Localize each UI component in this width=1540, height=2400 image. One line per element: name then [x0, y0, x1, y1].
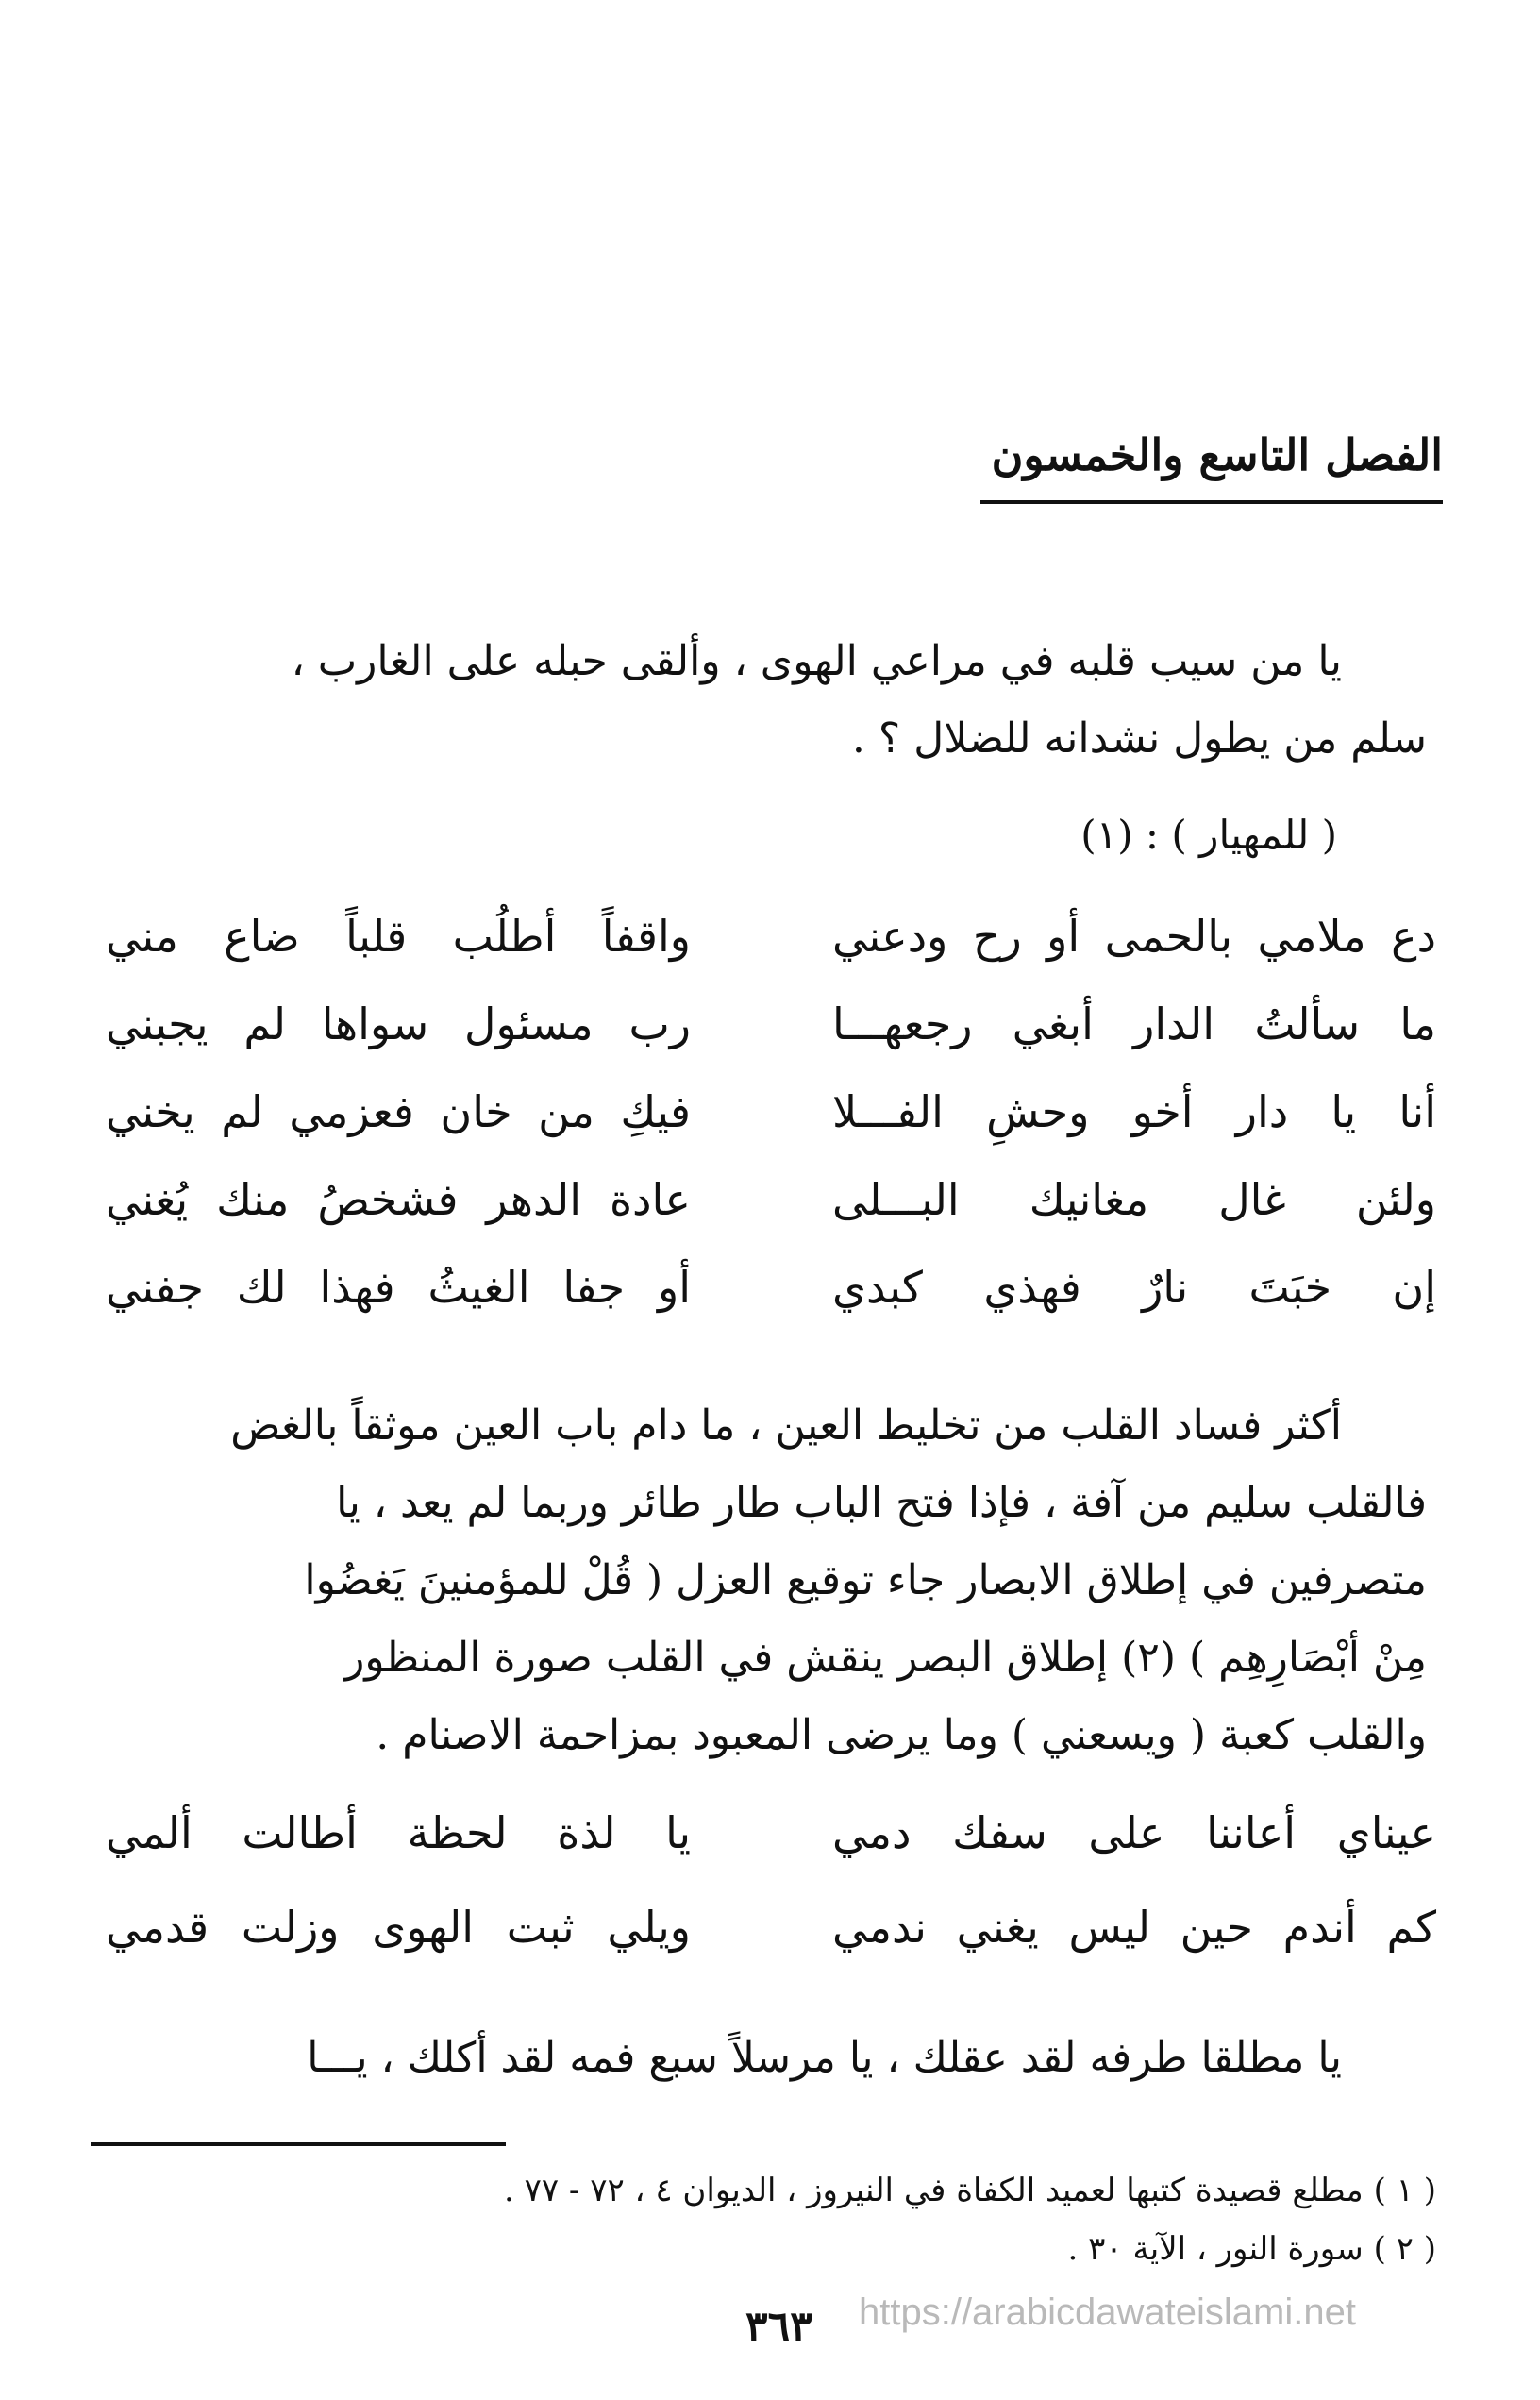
- paragraph-line: يا مطلقا طرفه لقد عقلك ، يا مرسلاً سبع فمه لقد أكلك ، يـــا: [307, 2034, 1342, 2082]
- poet-attribution: ( للمهيار ) : (١): [1080, 812, 1337, 858]
- verse-second-hemistich: ويلي ثبت الهوى وزلت قدمي: [106, 1902, 691, 1953]
- closing-paragraph: [106, 2020, 1427, 2097]
- verse-first-hemistich: دع ملامي بالحمى أو رح ودعني: [832, 911, 1436, 962]
- poem-1: [106, 911, 1436, 1350]
- paragraph-line: والقلب كعبة ( ويسعني ) وما يرضى المعبود بمزاحمة الاصنام .: [376, 1711, 1427, 1759]
- verse: [106, 999, 1436, 1086]
- watermark-url: https://arabicdawateislami.net: [859, 2291, 1356, 2333]
- verse-first-hemistich: عيناي أعاننا على سفك دمي: [832, 1807, 1436, 1858]
- footnote-2: ( ٢ ) سورة النور ، الآية ٣٠ .: [1067, 2230, 1436, 2268]
- footnotes: [96, 2161, 1436, 2278]
- title-underline: [980, 500, 1443, 504]
- verse-first-hemistich: إن خبَتَ نارٌ فهذي كبدي: [832, 1262, 1436, 1313]
- poem-2: [106, 1807, 1436, 1996]
- intro-line: سلم من يطول نشدانه للضلال ؟ .: [851, 714, 1427, 763]
- paragraph-line: متصرفين في إطلاق الابصار جاء توقيع العزل ( قُلْ للمؤمنينَ يَغضُوا: [304, 1556, 1427, 1604]
- paragraph-line: مِنْ أبْصَارِهِم ) (٢) إطلاق البصر ينقش في القلب صورة المنظور: [344, 1634, 1427, 1682]
- verse-first-hemistich: أنا يا دار أخو وحشِ الفـــلا: [832, 1086, 1436, 1137]
- paragraph-line: فالقلب سليم من آفة ، فإذا فتح الباب طار طائر وربما لم يعد ، يا: [336, 1479, 1427, 1527]
- footnote-1: ( ١ ) مطلع قصيدة كتبها لعميد الكفاة في النيروز ، الديوان ٤ ، ٧٢ - ٧٧ .: [503, 2172, 1436, 2209]
- verse-second-hemistich: واقفاً أطلُب قلباً ضاع مني: [106, 911, 691, 962]
- body-paragraph: [106, 1387, 1427, 1774]
- verse-second-hemistich: أو جفا الغيثُ فهذا لك جفني: [106, 1262, 691, 1313]
- verse: [106, 1902, 1436, 1996]
- verse: [106, 1086, 1436, 1174]
- verse-second-hemistich: فيكِ من خان فعزمي لم يخني: [106, 1086, 691, 1137]
- verse: [106, 911, 1436, 999]
- page-number: ٣٦٣: [745, 2303, 812, 2351]
- verse-first-hemistich: ما سألتُ الدار أبغي رجعهـــا: [832, 999, 1436, 1049]
- footnote-separator: [91, 2142, 506, 2146]
- verse: [106, 1174, 1436, 1262]
- verse: [106, 1807, 1436, 1902]
- verse-first-hemistich: كم أندم حين ليس يغني ندمي: [832, 1902, 1436, 1953]
- verse-second-hemistich: عادة الدهر فشخصُ منك يُغني: [106, 1174, 691, 1225]
- verse: [106, 1262, 1436, 1350]
- verse-first-hemistich: ولئن غال مغانيك البـــلى: [832, 1174, 1436, 1225]
- verse-second-hemistich: رب مسئول سواها لم يجبني: [106, 999, 691, 1049]
- intro-paragraph: [106, 623, 1427, 778]
- chapter-title: الفصل التاسع والخمسون: [991, 429, 1443, 480]
- paragraph-line: أكثر فساد القلب من تخليط العين ، ما دام باب العين موثقاً بالغض: [230, 1401, 1342, 1450]
- verse-second-hemistich: يا لذة لحظة أطالت ألمي: [106, 1807, 691, 1858]
- intro-line: يا من سيب قلبه في مراعي الهوى ، وألقى حبله على الغارب ،: [291, 637, 1342, 685]
